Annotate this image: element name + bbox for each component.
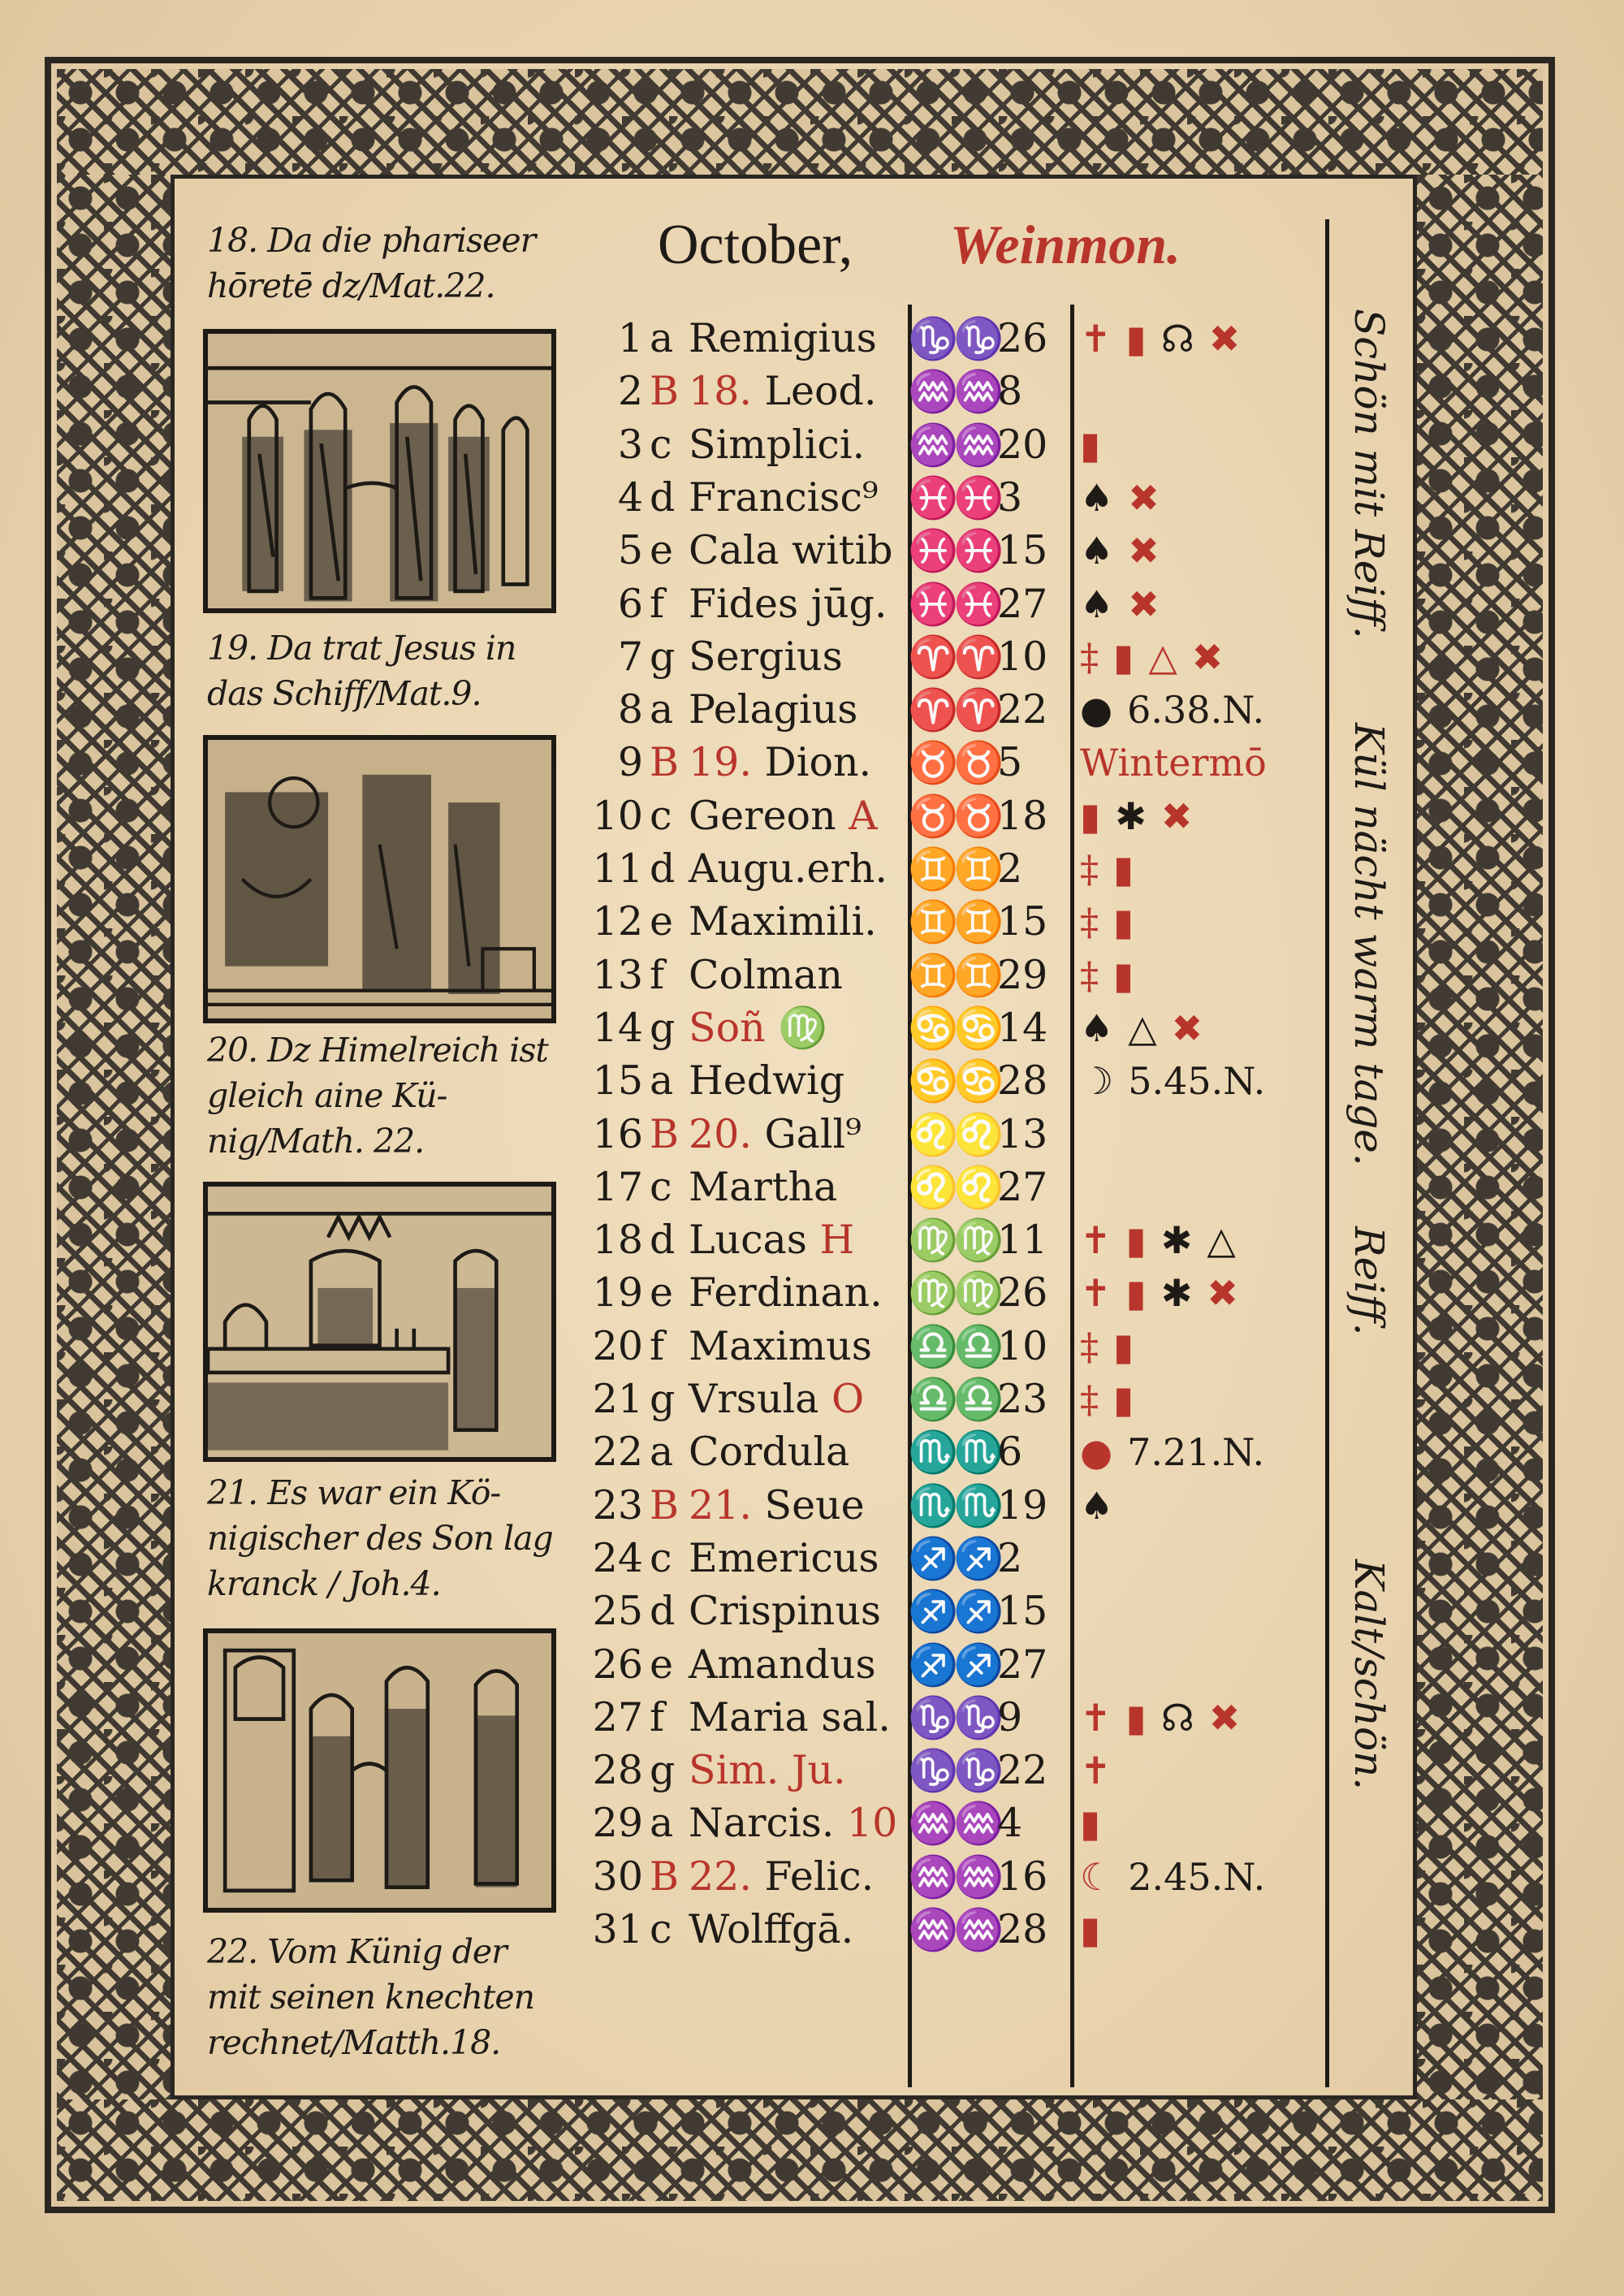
- aspect-icon: ▮: [1080, 1801, 1101, 1846]
- caption-18: 18. Da die phariseer hōretē dz/Mat.22.: [207, 221, 536, 305]
- aspect-icon: ‡: [1080, 953, 1099, 997]
- saint-name-text: Hedwig: [689, 1057, 845, 1105]
- saint-name: [689, 368, 877, 414]
- aspect-icon: ✖: [1208, 1695, 1241, 1740]
- zodiac-sign-icon: ♌♌: [908, 1163, 1000, 1211]
- aspect-icon: ‡: [1080, 1324, 1099, 1369]
- aspect-icon: ♠: [1080, 1483, 1114, 1528]
- aspect-icon: ▮: [1113, 634, 1134, 679]
- aspects: [1080, 1429, 1279, 1475]
- saint-name-text: Remigius: [689, 315, 877, 361]
- aspect-icon: ‡: [1080, 1377, 1099, 1421]
- zodiac-degree: 28: [997, 1906, 1048, 1952]
- saint-name-text: Maximus: [689, 1322, 872, 1369]
- dominical-letter: e: [650, 1641, 673, 1688]
- aspect-icon: ☾: [1080, 1854, 1114, 1899]
- day-row: [0, 1429, 1624, 1481]
- day-number: 4: [617, 473, 643, 521]
- aspects: [1080, 1005, 1217, 1051]
- zodiac-sign-icon: ♓♓: [908, 580, 1000, 628]
- saint-name: [689, 1853, 874, 1900]
- zodiac-degree: 28: [997, 1057, 1048, 1105]
- zodiac-sign-icon: ♈♈: [908, 633, 1000, 681]
- dominical-letter: d: [650, 1217, 676, 1264]
- zodiac-sign-icon: ♒♒: [908, 1853, 1000, 1900]
- zodiac-degree: 27: [997, 580, 1048, 627]
- zodiac-sign-icon: ♓♓: [908, 473, 1000, 521]
- aspect-icon: ♠: [1080, 475, 1114, 520]
- zodiac-degree: 27: [997, 1163, 1048, 1210]
- caption-19: 19. Da trat Jesus in das Schiff/Mat.9.: [207, 629, 516, 713]
- zodiac-degree: 5: [997, 739, 1023, 786]
- day-number: 31: [592, 1906, 643, 1952]
- saint-name: [689, 1269, 883, 1316]
- day-number: 30: [592, 1853, 643, 1900]
- aspect-icon: ✖: [1191, 634, 1224, 679]
- day-row: [0, 1164, 1624, 1216]
- day-number: 9: [617, 739, 643, 786]
- saint-name: [689, 793, 878, 839]
- zodiac-degree: 18: [997, 792, 1048, 839]
- saint-name: [689, 1323, 872, 1369]
- sunday-number: 19.: [689, 739, 765, 786]
- aspect-icon: ✖: [1128, 582, 1160, 626]
- dominical-letter: B: [650, 1110, 680, 1157]
- aspect-icon: ▮: [1125, 1218, 1147, 1263]
- day-number: 12: [592, 898, 643, 945]
- day-number: 23: [592, 1481, 643, 1529]
- day-number: 21: [592, 1376, 643, 1422]
- aspects: [1080, 1906, 1115, 1952]
- aspect-icon: ✱: [1160, 1218, 1193, 1263]
- aspects: [1080, 1482, 1128, 1529]
- aspect-icon: ✝: [1080, 1695, 1112, 1740]
- zodiac-sign-icon: ♐♐: [908, 1588, 1000, 1636]
- dominical-letter: c: [650, 1534, 672, 1581]
- day-number: 13: [592, 951, 643, 998]
- saint-name: [689, 1164, 837, 1210]
- zodiac-sign-icon: ♏♏: [908, 1429, 1000, 1477]
- zodiac-degree: 26: [997, 315, 1048, 361]
- zodiac-sign-icon: ♎♎: [908, 1322, 1000, 1370]
- dominical-letter: e: [650, 527, 673, 574]
- aspect-icon: ✖: [1128, 475, 1160, 520]
- aspect-icon: ▮: [1113, 847, 1134, 891]
- dominical-letter: c: [650, 1163, 672, 1210]
- day-row: [0, 1853, 1624, 1905]
- day-number: 17: [592, 1163, 643, 1210]
- day-number: 5: [617, 527, 643, 574]
- feast-mark: A: [836, 792, 878, 839]
- day-number: 25: [592, 1588, 643, 1635]
- day-row: [0, 1482, 1624, 1534]
- aspect-icon: ✝: [1080, 1271, 1112, 1316]
- zodiac-sign-icon: ♒♒: [908, 368, 1000, 416]
- zodiac-degree: 2: [997, 845, 1023, 892]
- dominical-letter: f: [650, 1322, 665, 1369]
- feast-mark: ♍: [765, 1004, 828, 1051]
- day-number: 29: [592, 1800, 643, 1847]
- day-number: 7: [617, 633, 643, 680]
- zodiac-sign-icon: ♈♈: [908, 686, 1000, 734]
- saint-name-text: Cala witib: [689, 527, 893, 574]
- day-number: 20: [592, 1322, 643, 1369]
- saint-name-text: Seue: [764, 1481, 865, 1529]
- dominical-letter: c: [650, 792, 672, 839]
- aspect-icon: ✱: [1160, 1271, 1193, 1316]
- dominical-letter: d: [650, 845, 676, 892]
- dominical-letter: B: [650, 1853, 680, 1900]
- aspects: [1080, 527, 1174, 573]
- aspect-icon: ✖: [1208, 317, 1241, 361]
- aspect-icon: ▮: [1113, 1377, 1134, 1421]
- dominical-letter: B: [650, 368, 680, 415]
- dominical-letter: a: [650, 315, 674, 361]
- zodiac-degree: 10: [997, 633, 1048, 680]
- saint-name: [689, 527, 893, 573]
- zodiac-sign-icon: ♑♑: [908, 315, 1000, 362]
- saint-name-text: Soñ: [689, 1004, 766, 1051]
- saint-name-text: Dion.: [764, 739, 872, 786]
- saint-name: [689, 1057, 844, 1104]
- aspect-icon: ●: [1080, 1430, 1113, 1475]
- saint-name: [689, 739, 871, 785]
- zodiac-degree: 14: [997, 1004, 1048, 1051]
- saint-name: [689, 474, 879, 521]
- saint-name-text: Gereon: [689, 792, 836, 839]
- zodiac-degree: 10: [997, 1322, 1048, 1369]
- day-number: 28: [592, 1747, 643, 1794]
- zodiac-sign-icon: ♏♏: [908, 1481, 1000, 1529]
- aspects: [1080, 845, 1148, 892]
- ornamental-border-top: [57, 69, 1543, 175]
- saint-name: [689, 1906, 853, 1952]
- saint-name-text: Crispinus: [689, 1588, 882, 1635]
- aspect-icon: ▮: [1113, 1324, 1134, 1369]
- saint-name: [689, 686, 857, 733]
- zodiac-degree: 23: [997, 1376, 1048, 1422]
- saint-name: [689, 845, 888, 892]
- aspect-icon: ▮: [1080, 793, 1101, 838]
- aspect-note: 6.38.N.: [1127, 688, 1265, 733]
- dominical-letter: d: [650, 473, 676, 521]
- aspects: [1080, 633, 1237, 680]
- aspect-icon: ●: [1080, 688, 1113, 733]
- day-number: 8: [617, 686, 643, 733]
- aspects: [1080, 315, 1255, 361]
- saint-name: [689, 952, 843, 998]
- zodiac-degree: 13: [997, 1110, 1048, 1157]
- aspects: [1080, 686, 1279, 733]
- aspect-icon: ♠: [1080, 1005, 1114, 1050]
- aspect-icon: ☊: [1160, 317, 1194, 361]
- zodiac-sign-icon: ♐♐: [908, 1534, 1000, 1582]
- dominical-letter: f: [650, 951, 665, 998]
- saint-name-text: Lucas: [689, 1217, 807, 1264]
- zodiac-sign-icon: ♐♐: [908, 1641, 1000, 1688]
- aspect-icon: △: [1128, 1005, 1157, 1050]
- zodiac-degree: 27: [997, 1641, 1048, 1688]
- aspect-icon: ‡: [1080, 847, 1099, 891]
- day-row: [0, 1906, 1624, 1958]
- zodiac-degree: 3: [997, 473, 1023, 521]
- zodiac-degree: 15: [997, 527, 1048, 574]
- aspect-icon: ♠: [1080, 529, 1114, 573]
- zodiac-degree: 29: [997, 951, 1048, 998]
- aspects: [1080, 422, 1115, 468]
- saint-name-text: Pelagius: [689, 686, 858, 733]
- saint-name-text: Simplici.: [689, 421, 866, 468]
- sunday-number: 20.: [689, 1110, 765, 1157]
- saint-name-text: Fides jūg.: [689, 580, 888, 627]
- aspect-note: Wintermō: [1080, 741, 1267, 785]
- zodiac-degree: 6: [997, 1429, 1023, 1476]
- zodiac-sign-icon: ♍♍: [908, 1217, 1000, 1265]
- feast-mark: 10: [834, 1800, 898, 1847]
- zodiac-sign-icon: ♊♊: [908, 951, 1000, 999]
- aspects: [1080, 1323, 1148, 1369]
- dominical-letter: B: [650, 1481, 680, 1529]
- aspect-icon: ‡: [1080, 900, 1099, 945]
- day-row: [0, 1376, 1624, 1428]
- saint-name: [689, 581, 887, 627]
- zodiac-sign-icon: ♒♒: [908, 1800, 1000, 1848]
- zodiac-degree: 20: [997, 421, 1048, 468]
- aspects: [1080, 1057, 1280, 1104]
- day-row: [0, 1800, 1624, 1852]
- day-number: 2: [617, 368, 643, 415]
- zodiac-sign-icon: ♊♊: [908, 845, 1000, 893]
- aspects: [1080, 1694, 1255, 1740]
- zodiac-degree: 22: [997, 1747, 1048, 1794]
- feast-mark: H: [806, 1217, 855, 1264]
- day-number: 24: [592, 1534, 643, 1581]
- dominical-letter: d: [650, 1588, 676, 1635]
- month-german-title: Weinmon.: [950, 214, 1181, 275]
- saint-name-text: Maria sal.: [689, 1693, 891, 1740]
- zodiac-degree: 11: [997, 1217, 1048, 1264]
- day-number: 27: [592, 1693, 643, 1740]
- weather-note-4: Kalt/schön.: [1345, 1559, 1393, 1791]
- aspect-icon: ✝: [1080, 1749, 1112, 1793]
- aspects: [1080, 1800, 1115, 1846]
- zodiac-sign-icon: ♉♉: [908, 739, 1000, 787]
- aspects: [1080, 739, 1281, 785]
- saint-name: [689, 1800, 897, 1846]
- dominical-letter: e: [650, 898, 673, 945]
- saint-name-text: Felic.: [764, 1853, 875, 1900]
- saint-name: [689, 898, 877, 945]
- zodiac-sign-icon: ♍♍: [908, 1269, 1000, 1317]
- zodiac-sign-icon: ♋♋: [908, 1004, 1000, 1052]
- saint-name: [689, 1111, 862, 1157]
- zodiac-degree: 15: [997, 1588, 1048, 1635]
- aspects: [1080, 1853, 1280, 1900]
- aspect-icon: ☊: [1160, 1695, 1194, 1740]
- day-number: 18: [592, 1217, 643, 1264]
- day-row: [0, 633, 1624, 685]
- day-number: 10: [592, 792, 643, 839]
- aspect-note: 2.45.N.: [1128, 1854, 1266, 1899]
- day-number: 19: [592, 1269, 643, 1317]
- zodiac-sign-icon: ♎♎: [908, 1376, 1000, 1423]
- saint-name: [689, 1641, 876, 1688]
- zodiac-sign-icon: ♒♒: [908, 421, 1000, 469]
- zodiac-degree: 15: [997, 898, 1048, 945]
- aspect-icon: ✖: [1160, 793, 1193, 838]
- saint-name: [689, 1217, 854, 1263]
- saint-name-text: Martha: [689, 1163, 838, 1210]
- dominical-letter: f: [650, 1693, 665, 1740]
- aspect-icon: ✱: [1115, 793, 1147, 838]
- saint-name-text: Amandus: [689, 1641, 876, 1688]
- zodiac-degree: 16: [997, 1853, 1048, 1900]
- zodiac-degree: 26: [997, 1269, 1048, 1317]
- aspect-note: 7.21.N.: [1127, 1430, 1265, 1475]
- saint-name-text: Ferdinan.: [689, 1269, 883, 1317]
- caption-20: 20. Dz Himelreich ist gleich aine Kü- nig/Math. 22.: [207, 1031, 548, 1161]
- zodiac-degree: 2: [997, 1534, 1023, 1581]
- dominical-letter: a: [650, 1057, 674, 1105]
- feast-mark: O: [818, 1376, 865, 1422]
- zodiac-sign-icon: ♑♑: [908, 1693, 1000, 1741]
- dominical-letter: e: [650, 1269, 673, 1317]
- aspect-icon: ▮: [1113, 900, 1134, 945]
- aspects: [1080, 793, 1207, 839]
- aspects: [1080, 1376, 1148, 1422]
- zodiac-sign-icon: ♒♒: [908, 1906, 1000, 1953]
- zodiac-degree: 9: [997, 1693, 1023, 1740]
- saint-name: [689, 1482, 865, 1529]
- aspects: [1080, 1747, 1126, 1793]
- aspects: [1080, 474, 1174, 521]
- saint-name: [689, 422, 865, 468]
- weather-note-1: Schön mit Reiff.: [1345, 309, 1393, 639]
- dominical-letter: c: [650, 1906, 672, 1952]
- aspect-icon: △: [1207, 1218, 1236, 1263]
- dominical-letter: g: [650, 1004, 676, 1051]
- dominical-letter: B: [650, 739, 680, 786]
- aspects: [1080, 1269, 1253, 1316]
- aspect-icon: ☽: [1080, 1059, 1114, 1104]
- dominical-letter: c: [650, 421, 672, 468]
- dominical-letter: g: [650, 1376, 676, 1422]
- saint-name-text: Sergius: [689, 633, 843, 680]
- saint-name-text: Wolffgā.: [689, 1906, 854, 1952]
- zodiac-sign-icon: ♓♓: [908, 527, 1000, 575]
- sunday-number: 22.: [689, 1853, 765, 1900]
- zodiac-sign-icon: ♌♌: [908, 1110, 1000, 1158]
- dominical-letter: a: [650, 686, 674, 733]
- zodiac-degree: 8: [997, 368, 1023, 415]
- dominical-letter: g: [650, 633, 676, 680]
- saint-name-text: Vrsula: [689, 1376, 819, 1422]
- aspect-icon: ✖: [1128, 529, 1160, 573]
- aspect-icon: ▮: [1080, 1908, 1101, 1952]
- saint-name: [689, 633, 843, 680]
- zodiac-sign-icon: ♋♋: [908, 1057, 1000, 1105]
- day-number: 26: [592, 1641, 643, 1688]
- zodiac-sign-icon: ♊♊: [908, 898, 1000, 946]
- day-number: 1: [617, 315, 643, 361]
- day-number: 6: [617, 580, 643, 627]
- caption-21: 21. Es war ein Kö- nigischer des Son lag kranck / Joh.4.: [207, 1473, 553, 1603]
- aspects: [1080, 1217, 1250, 1263]
- caption-22: 22. Vom Künig der mit seinen knechten rechnet/Matth.18.: [207, 1932, 535, 2062]
- saint-name-text: Emericus: [689, 1534, 879, 1581]
- saint-name-text: Narcis.: [689, 1800, 835, 1847]
- saint-name: [689, 1694, 891, 1740]
- weather-note-2: Kül nächt warm tage.: [1345, 723, 1393, 1166]
- saint-name-text: Francisc⁹: [689, 473, 879, 521]
- aspect-icon: ▮: [1125, 317, 1147, 361]
- ornamental-border-bottom: [57, 2099, 1543, 2201]
- zodiac-sign-icon: ♑♑: [908, 1747, 1000, 1795]
- day-number: 11: [592, 845, 643, 892]
- month-latin-title: October,: [658, 214, 853, 276]
- saint-name: [689, 1429, 849, 1475]
- saint-name: [689, 1588, 881, 1634]
- aspect-icon: ♠: [1080, 582, 1114, 626]
- zodiac-degree: 22: [997, 686, 1048, 733]
- weather-note-3: Reiff.: [1345, 1226, 1393, 1336]
- zodiac-degree: 19: [997, 1481, 1048, 1529]
- day-number: 16: [592, 1110, 643, 1157]
- zodiac-degree: 4: [997, 1800, 1023, 1847]
- sunday-number: 18.: [689, 368, 765, 415]
- aspects: [1080, 952, 1148, 998]
- aspect-icon: ✖: [1207, 1271, 1238, 1316]
- aspect-icon: ✖: [1171, 1005, 1203, 1050]
- day-number: 3: [617, 421, 643, 468]
- saint-name-text: Maximili.: [689, 898, 877, 945]
- zodiac-sign-icon: ♉♉: [908, 792, 1000, 840]
- aspect-icon: ▮: [1125, 1271, 1147, 1316]
- aspect-icon: ▮: [1080, 422, 1101, 467]
- aspect-icon: ▮: [1125, 1695, 1147, 1740]
- aspect-icon: ▮: [1113, 953, 1134, 997]
- aspects: [1080, 581, 1174, 627]
- dominical-letter: a: [650, 1800, 674, 1847]
- day-number: 22: [592, 1429, 643, 1476]
- aspect-icon: ✝: [1080, 1218, 1112, 1263]
- aspect-note: 5.45.N.: [1128, 1059, 1266, 1104]
- aspects: [1080, 898, 1148, 945]
- sunday-number: 21.: [689, 1481, 765, 1529]
- saint-name: [689, 1535, 879, 1581]
- dominical-letter: g: [650, 1747, 676, 1794]
- saint-name: [689, 1376, 864, 1422]
- day-number: 14: [592, 1004, 643, 1051]
- saint-name-text: Sim. Ju.: [689, 1747, 846, 1794]
- saint-name: [689, 315, 877, 361]
- saint-name-text: Gall⁹: [764, 1110, 862, 1157]
- saint-name: [689, 1747, 846, 1793]
- day-number: 15: [592, 1057, 643, 1105]
- saint-name-text: Colman: [689, 951, 843, 998]
- dominical-letter: f: [650, 580, 665, 627]
- saint-name-text: Augu.erh.: [689, 845, 888, 892]
- saint-name-text: Cordula: [689, 1429, 850, 1476]
- saint-name-text: Leod.: [764, 368, 877, 415]
- dominical-letter: a: [650, 1429, 674, 1476]
- aspect-icon: △: [1148, 634, 1177, 679]
- saint-name: [689, 1005, 827, 1051]
- aspect-icon: ‡: [1080, 634, 1099, 679]
- aspect-icon: ✝: [1080, 317, 1112, 361]
